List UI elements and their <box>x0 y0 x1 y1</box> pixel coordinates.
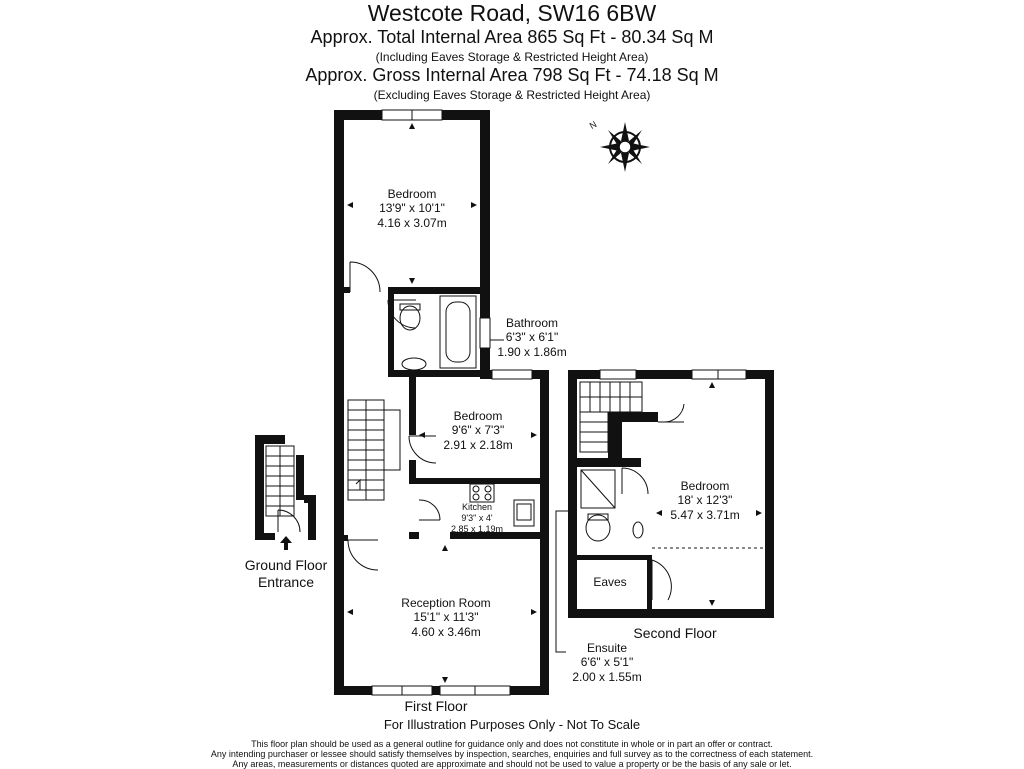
kitchen-name: Kitchen <box>461 502 493 512</box>
kitchen-metric: 2.85 x 1.19m <box>450 523 504 534</box>
disclaimer-line-2: Any intending purchaser or lessee should satisfy themselves by inspection, searches, enquiries and full survey as to the correctness of each statement. <box>210 749 814 759</box>
ensuite-metric: 2.00 x 1.55m <box>572 669 642 684</box>
bedroom2-label <box>440 409 516 452</box>
bathroom-imperial: 6'3" x 6'1" <box>505 330 559 345</box>
disclaimer-line-3: Any areas, measurements or distances quoted are approximate and should not be used to value a property or be the basis of any sale or let. <box>232 759 792 769</box>
ground-floor-stairs <box>266 446 300 532</box>
property-address: Westcote Road, SW16 6BW <box>367 0 657 26</box>
ground-floor-line2: Entrance <box>257 573 315 590</box>
ground-floor-line1: Ground Floor <box>244 557 328 573</box>
disclaimer-line-1: This floor plan should be used as a general outline for guidance only and does not constitute in whole or in part an offer or contract. <box>251 739 773 749</box>
bedroom3-imperial: 18' x 12'3" <box>677 493 733 508</box>
compass-rose-icon <box>600 122 650 172</box>
reception-room-metric: 4.60 x 3.46m <box>411 624 481 639</box>
reception-room-name: Reception Room <box>401 596 491 610</box>
bedroom3-label <box>664 479 746 522</box>
ground-floor-entrance-label <box>236 557 336 591</box>
total-internal-area: Approx. Total Internal Area 865 Sq Ft - 80.34 Sq M <box>310 27 714 47</box>
ensuite-imperial: 6'6" x 5'1" <box>580 655 634 670</box>
gross-internal-area: Approx. Gross Internal Area 798 Sq Ft - 74.18 Sq M <box>305 65 719 85</box>
bedroom2-name: Bedroom <box>453 409 503 423</box>
reception-room-imperial: 15'1" x 11'3" <box>413 610 479 625</box>
bathroom-fixtures <box>400 296 476 370</box>
bedroom1-label <box>372 187 452 230</box>
leader-lines <box>490 340 575 652</box>
kitchen-imperial: 9'3" x 4' <box>461 512 493 523</box>
kitchen-label <box>444 502 510 534</box>
ground-floor-walls <box>255 435 316 540</box>
second-floor-label: Second Floor <box>633 625 717 641</box>
reception-room-label <box>390 596 502 639</box>
ensuite-name: Ensuite <box>586 641 628 655</box>
ensuite-label <box>564 641 650 684</box>
first-floor-stairs <box>348 400 400 500</box>
bedroom1-metric: 4.16 x 3.07m <box>377 215 447 230</box>
bedroom3-metric: 5.47 x 3.71m <box>670 507 740 522</box>
bedroom1-name: Bedroom <box>387 187 437 201</box>
first-floor-label: First Floor <box>404 698 468 714</box>
gross-area-note: (Excluding Eaves Storage & Restricted Height Area) <box>373 88 651 102</box>
bedroom1-imperial: 13'9" x 10'1" <box>379 201 445 216</box>
bathroom-name: Bathroom <box>505 316 559 330</box>
scale-disclaimer: For Illustration Purposes Only - Not To Scale <box>383 717 641 732</box>
bedroom2-metric: 2.91 x 2.18m <box>443 437 513 452</box>
bedroom3-name: Bedroom <box>680 479 730 493</box>
entrance-arrow-icon <box>280 536 292 550</box>
total-area-note: (Including Eaves Storage & Restricted Height Area) <box>375 50 649 64</box>
bathroom-metric: 1.90 x 1.86m <box>497 344 567 359</box>
bathroom-label <box>496 316 568 359</box>
compass-north-label: N <box>587 119 599 132</box>
bedroom2-imperial: 9'6" x 7'3" <box>451 423 505 438</box>
eaves-label: Eaves <box>593 575 627 589</box>
